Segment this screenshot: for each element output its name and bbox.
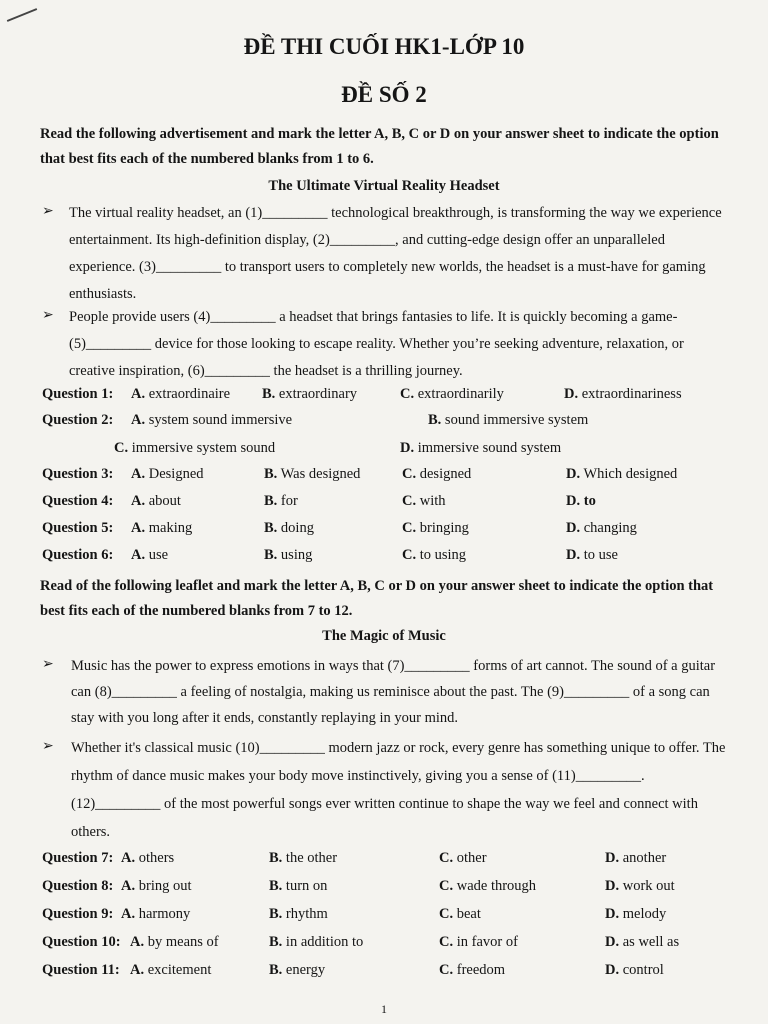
option-c: C. wade through	[439, 878, 537, 894]
option-b: B. sound immersive system	[428, 412, 589, 428]
option-a: A. use	[131, 547, 169, 563]
question-label: Question 8:	[42, 878, 114, 894]
option-a: A. harmony	[121, 906, 191, 922]
option-b: B. using	[264, 547, 313, 563]
arrow-bullet-icon: ➢	[42, 308, 54, 323]
option-d: D. immersive sound system	[400, 440, 562, 456]
option-d: D. control	[605, 962, 664, 978]
question-row	[42, 962, 742, 984]
option-b: B. the other	[269, 850, 338, 866]
question-row	[42, 493, 742, 515]
option-c: C. beat	[439, 906, 481, 922]
question-label: Question 3:	[42, 466, 114, 482]
option-c: C. with	[402, 493, 446, 509]
question-row	[42, 547, 742, 569]
section1-paragraph-1: The virtual reality headset, an (1)_________ technological breakthrough, is transforming the way we experience entertainment. Its high-definition display, (2)_________, and cutting-edge design offer an unparalleled experience. (3)_________ to transport users to completely new worlds, the headset is a must-have for gaming enthusiasts.	[69, 205, 722, 302]
option-a: A. others	[121, 850, 175, 866]
section1-instruction: Read the following advertisement and mark the letter A, B, C or D on your answer sheet to indicate the option that best fits each of the numbered blanks from 1 to 6.	[40, 126, 719, 167]
option-b: B. rhythm	[269, 906, 328, 922]
section2-instruction: Read of the following leaflet and mark the letter A, B, C or D on your answer sheet to indicate the option that best fits each of the numbered blanks from 7 to 12.	[40, 578, 714, 619]
option-b: B. for	[264, 493, 298, 509]
question-row	[42, 386, 742, 408]
option-b: B. Was designed	[264, 466, 361, 482]
section2-paragraph-1: Music has the power to express emotions in ways that (7)_________ forms of art cannot. The sound of a guitar can (8)_________ a feeling of nostalgia, making us reminisce about the past. The (9)_________ of a song can stay with you long after it ends, constantly replaying in your mind.	[71, 658, 716, 726]
question-label: Question 11:	[42, 962, 120, 978]
option-c: C. bringing	[402, 520, 469, 536]
option-d: D. Which designed	[566, 466, 678, 482]
option-b: B. doing	[264, 520, 314, 536]
arrow-bullet-icon: ➢	[42, 739, 54, 754]
option-d: D. to	[566, 493, 596, 509]
option-c: C. designed	[402, 466, 472, 482]
option-a: A. Designed	[131, 466, 204, 482]
question-row	[42, 520, 742, 542]
question-row	[42, 906, 742, 928]
option-b: B. turn on	[269, 878, 328, 894]
option-c: C. immersive system sound	[114, 440, 276, 456]
arrow-bullet-icon: ➢	[42, 657, 54, 672]
page-number: 1	[381, 1002, 387, 1016]
option-a: A. excitement	[130, 962, 212, 978]
question-label: Question 6:	[42, 547, 114, 563]
option-a: A. by means of	[130, 934, 219, 950]
option-a: A. about	[131, 493, 181, 509]
option-d: D. melody	[605, 906, 667, 922]
option-b: B. in addition to	[269, 934, 364, 950]
option-a: A. making	[131, 520, 193, 536]
option-a: A. system sound immersive	[131, 412, 293, 428]
option-c: C. other	[439, 850, 487, 866]
exam-subtitle: ĐỀ SỐ 2	[341, 82, 427, 107]
question-row	[42, 934, 742, 956]
question-label: Question 10:	[42, 934, 121, 950]
question-row	[42, 850, 742, 872]
option-d: D. to use	[566, 547, 618, 563]
option-b: B. extraordinary	[262, 386, 358, 402]
option-c: C. extraordinarily	[400, 386, 504, 402]
option-d: D. as well as	[605, 934, 680, 950]
section1-paragraph-2: People provide users (4)_________ a headset that brings fantasies to life. It is quickly becoming a game-(5)_________ device for those looking to escape reality. Whether you’re seeking adventure, relaxation, or creative inspiration, (6)_________ the headset is a thrilling journey.	[69, 309, 684, 379]
question-label: Question 1:	[42, 386, 114, 402]
question-label: Question 9:	[42, 906, 114, 922]
option-c: C. to using	[402, 547, 467, 563]
arrow-bullet-icon: ➢	[42, 204, 54, 219]
question-row	[42, 440, 742, 462]
option-d: D. another	[605, 850, 667, 866]
question-label: Question 5:	[42, 520, 114, 536]
question-label: Question 7:	[42, 850, 114, 866]
pen-mark	[7, 8, 37, 22]
option-c: C. freedom	[439, 962, 506, 978]
section2-paragraph-2: Whether it's classical music (10)_________ modern jazz or rock, every genre has something unique to offer. The rhythm of dance music makes your body move instinctively, giving you a sense of (11)_________. (12)_________ of the most powerful songs ever written continue to shape the way we feel and connect with others.	[71, 740, 726, 840]
section1-title: The Ultimate Virtual Reality Headset	[268, 178, 500, 194]
option-a: A. bring out	[121, 878, 192, 894]
option-d: D. extraordinariness	[564, 386, 682, 402]
option-b: B. energy	[269, 962, 326, 978]
question-row	[42, 412, 742, 434]
question-label: Question 4:	[42, 493, 114, 509]
option-d: D. changing	[566, 520, 637, 536]
section2-title: The Magic of Music	[322, 628, 446, 644]
question-label: Question 2:	[42, 412, 114, 428]
option-a: A. extraordinaire	[131, 386, 231, 402]
option-d: D. work out	[605, 878, 675, 894]
question-row	[42, 878, 742, 900]
question-row	[42, 466, 742, 488]
option-c: C. in favor of	[439, 934, 518, 950]
exam-title: ĐỀ THI CUỐI HK1-LỚP 10	[243, 34, 525, 59]
